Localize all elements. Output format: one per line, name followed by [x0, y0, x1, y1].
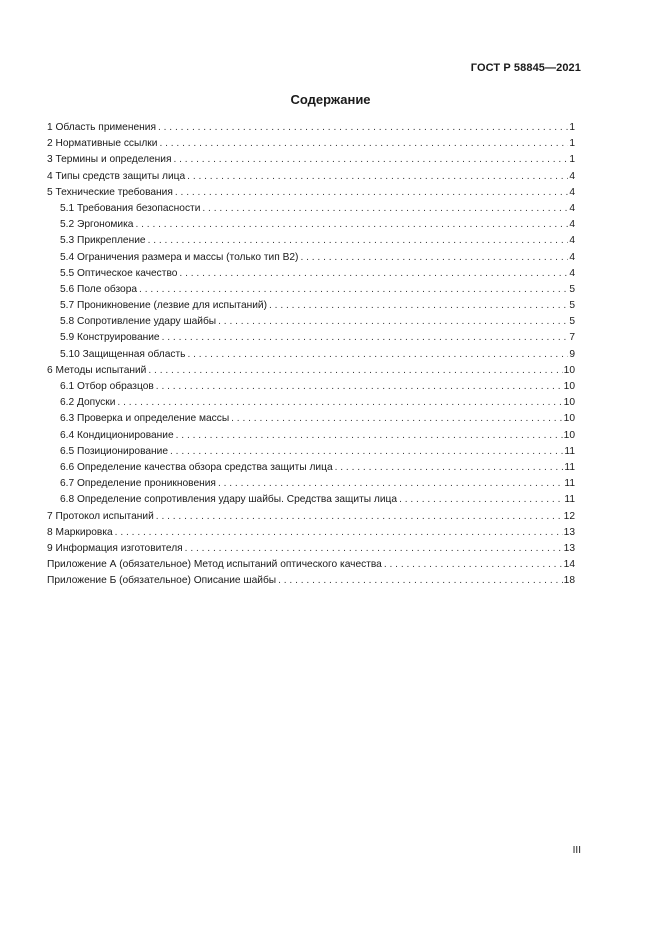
- toc-entry-label: 5.6 Поле обзора: [60, 283, 138, 295]
- toc-leader-dots: [185, 541, 563, 557]
- toc-entry[interactable]: [47, 266, 575, 282]
- toc-entry-page: 4: [569, 219, 575, 231]
- toc-entry[interactable]: [47, 476, 575, 492]
- toc-entry-page: 4: [569, 202, 575, 214]
- toc-entry[interactable]: [47, 282, 575, 298]
- toc-entry-page: 4: [569, 235, 575, 247]
- toc-entry-label: 5.7 Проникновение (лезвие для испытаний): [60, 300, 268, 312]
- toc-leader-dots: [115, 525, 563, 541]
- toc-entry[interactable]: [47, 492, 575, 508]
- toc-entry[interactable]: [47, 444, 575, 460]
- toc-entry-label: 2 Нормативные ссылки: [47, 138, 158, 150]
- toc-leader-dots: [300, 250, 568, 266]
- toc-entry[interactable]: [47, 298, 575, 314]
- toc-leader-dots: [170, 444, 563, 460]
- toc-leader-dots: [159, 136, 568, 152]
- toc-entry-label: 5.10 Защищенная область: [60, 348, 186, 360]
- toc-entry-label: 6.2 Допуски: [60, 397, 116, 409]
- toc-entry[interactable]: [47, 428, 575, 444]
- toc-entry[interactable]: [47, 152, 575, 168]
- toc-entry-page: 7: [569, 332, 575, 344]
- toc-entry-label: 6.5 Позиционирование: [60, 445, 169, 457]
- toc-entry-label: 1 Область применения: [47, 122, 156, 133]
- toc-leader-dots: [202, 201, 568, 217]
- toc-entry-label: 6.6 Определение качества обзора средства защиты лица: [60, 461, 333, 473]
- toc-leader-dots: [175, 185, 568, 201]
- toc-entry-page: 5: [569, 300, 575, 312]
- toc-entry-label: 6 Методы испытаний: [47, 364, 147, 376]
- toc-entry-page: 11: [564, 494, 575, 506]
- toc-leader-dots: [335, 460, 564, 476]
- toc-entry-label: 3 Термины и определения: [47, 154, 172, 166]
- toc-leader-dots: [218, 476, 563, 492]
- toc-entry-label: 5.3 Прикрепление: [60, 235, 146, 247]
- toc-entry-page: 11: [564, 461, 575, 473]
- toc-leader-dots: [117, 395, 562, 411]
- toc-entry[interactable]: [47, 395, 575, 411]
- document-standard-number: ГОСТ Р 58845—2021: [470, 62, 581, 74]
- toc-leader-dots: [269, 298, 568, 314]
- toc-entry[interactable]: [47, 169, 575, 185]
- toc-entry-label: 5.8 Сопротивление удару шайбы: [60, 316, 217, 328]
- toc-entry[interactable]: [47, 411, 575, 427]
- toc-leader-dots: [135, 217, 568, 233]
- toc-entry-page: 10: [563, 413, 575, 425]
- toc-leader-dots: [231, 411, 563, 427]
- toc-entry-label: 5.9 Конструирование: [60, 332, 160, 344]
- toc-leader-dots: [218, 314, 568, 330]
- toc-entry[interactable]: [47, 217, 575, 233]
- toc-entry-label: 6.7 Определение проникновения: [60, 478, 216, 490]
- toc-leader-dots: [278, 573, 563, 589]
- toc-entry[interactable]: [47, 525, 575, 541]
- toc-entry[interactable]: [47, 347, 575, 363]
- toc-entry-label: 6.1 Отбор образцов: [60, 381, 154, 392]
- toc-leader-dots: [384, 557, 563, 573]
- toc-entry[interactable]: [47, 363, 575, 379]
- toc-entry-label: 5.5 Оптическое качество: [60, 267, 178, 279]
- toc-entry-label: Приложение Б (обязательное) Описание шайбы: [47, 575, 277, 587]
- toc-entry-page: 10: [563, 397, 575, 409]
- toc-entry-label: 4 Типы средств защиты лица: [47, 170, 186, 182]
- toc-entry[interactable]: [47, 573, 575, 589]
- toc-title: Содержание: [290, 92, 371, 107]
- toc-entry[interactable]: [47, 136, 575, 152]
- toc-entry-label: 5.1 Требования безопасности: [60, 202, 201, 214]
- toc-entry-page: 4: [569, 267, 575, 279]
- toc-leader-dots: [148, 233, 569, 249]
- toc-leader-dots: [162, 330, 569, 346]
- toc-entry-label: 9 Информация изготовителя: [47, 542, 183, 554]
- toc-entry[interactable]: [47, 201, 575, 217]
- toc-leader-dots: [139, 282, 568, 298]
- toc-entry[interactable]: [47, 120, 575, 136]
- toc-entry-page: 13: [563, 542, 575, 554]
- toc-leader-dots: [173, 152, 568, 168]
- toc-entry-label: 5 Технические требования: [47, 186, 173, 198]
- toc-entry[interactable]: [47, 557, 575, 573]
- toc-entry-label: 6.8 Определение сопротивления удару шайбы. Средства защиты лица: [60, 494, 398, 506]
- toc-entry-label: 5.4 Ограничения размера и массы (только тип В2): [60, 251, 299, 263]
- toc-entry[interactable]: [47, 541, 575, 557]
- toc-entry-label: 6.4 Кондиционирование: [60, 429, 174, 441]
- toc-entry[interactable]: [47, 509, 575, 525]
- toc-entry-label: 6.3 Проверка и определение массы: [60, 413, 230, 425]
- toc-entry-label: 7 Протокол испытаний: [47, 510, 154, 522]
- toc-entry-page: 1: [569, 138, 575, 150]
- toc-entry-label: 5.2 Эргономика: [60, 219, 134, 231]
- toc-entry-page: 10: [563, 381, 575, 392]
- toc-entry-page: 1: [569, 122, 575, 133]
- toc-entry[interactable]: [47, 233, 575, 249]
- toc-entry[interactable]: [47, 185, 575, 201]
- toc-entry-page: 18: [563, 575, 575, 587]
- toc-entry-page: 4: [569, 170, 575, 182]
- toc-leader-dots: [187, 169, 568, 185]
- toc-entry-page: 11: [564, 478, 575, 490]
- toc-entry-label: Приложение А (обязательное) Метод испытаний оптического качества: [47, 559, 382, 571]
- toc-entry-page: 12: [563, 510, 575, 522]
- toc-entry-page: 4: [569, 186, 575, 198]
- toc-entry-page: 4: [569, 251, 575, 263]
- toc-entry-page: 13: [563, 526, 575, 538]
- toc-entry-label: 8 Маркировка: [47, 526, 113, 538]
- toc-entry[interactable]: [47, 460, 575, 476]
- toc-entry-page: 9: [569, 348, 575, 360]
- toc-leader-dots: [399, 492, 563, 508]
- toc-entry[interactable]: [47, 330, 575, 346]
- toc-leader-dots: [176, 428, 563, 444]
- toc-leader-dots: [156, 379, 563, 395]
- toc-entry-page: 5: [569, 316, 575, 328]
- toc-leader-dots: [148, 363, 562, 379]
- toc-entry[interactable]: [47, 314, 575, 330]
- toc-leader-dots: [158, 120, 568, 136]
- toc-leader-dots: [156, 509, 563, 525]
- toc-entry-page: 1: [569, 154, 575, 166]
- toc-entry-page: 11: [564, 445, 575, 457]
- toc-entry[interactable]: [47, 379, 575, 395]
- toc-entry[interactable]: [47, 250, 575, 266]
- toc-leader-dots: [187, 347, 568, 363]
- toc-entry-page: 10: [563, 364, 575, 376]
- toc-entry-page: 10: [563, 429, 575, 441]
- toc-entry-page: 14: [563, 559, 575, 571]
- toc-entry-page: 5: [569, 283, 575, 295]
- page-number: III: [572, 845, 581, 856]
- table-of-contents: [47, 120, 575, 589]
- toc-leader-dots: [179, 266, 568, 282]
